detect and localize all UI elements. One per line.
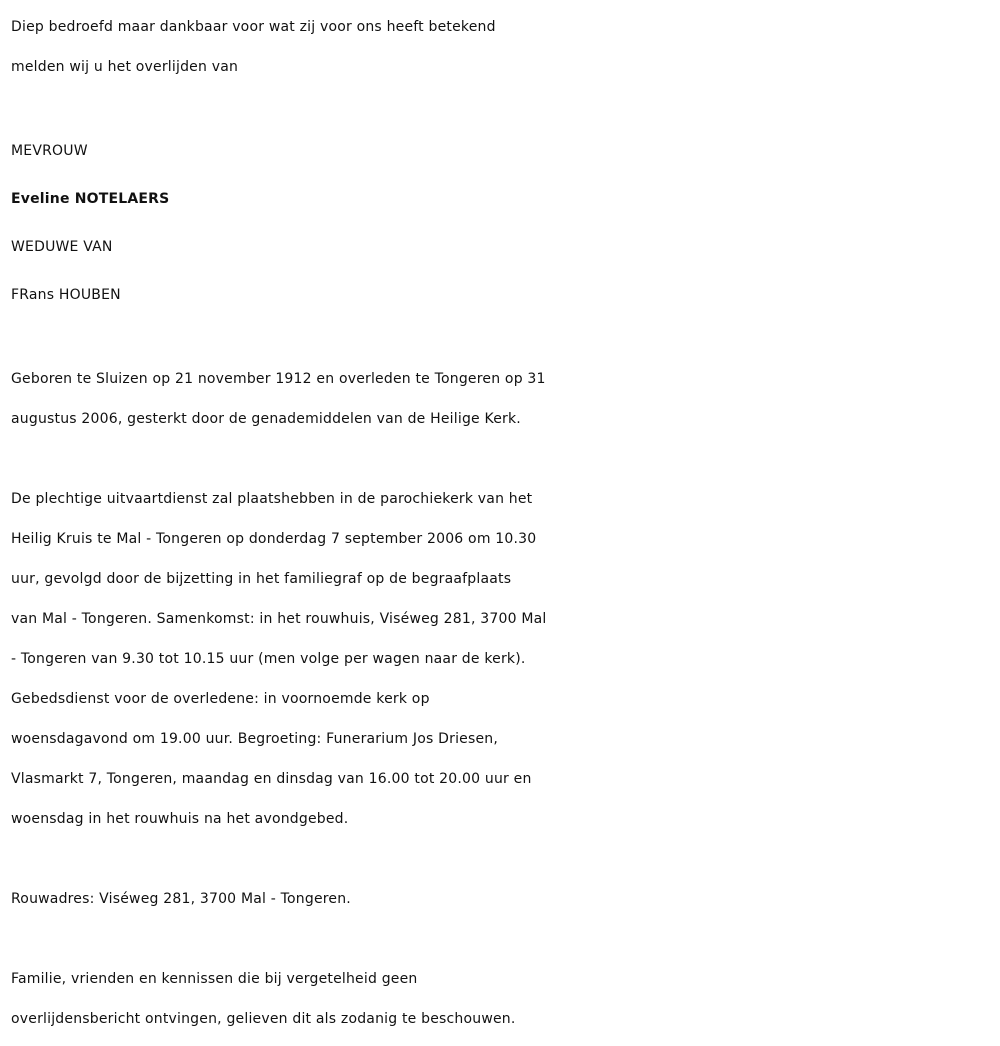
closing-line: overlijdensbericht ontvingen, gelieven dit als zodanig te beschouwen. — [11, 1011, 516, 1027]
birth-death-line: augustus 2006, gesterkt door de genademiddelen van de Heilige Kerk. — [11, 411, 521, 427]
closing-line: Familie, vrienden en kennissen die bij vergetelheid geen — [11, 971, 418, 987]
deceased-relation: WEDUWE VAN — [11, 239, 113, 255]
deceased-title: MEVROUW — [11, 143, 88, 159]
intro-line: Diep bedroefd maar dankbaar voor wat zij voor ons heeft betekend — [11, 19, 496, 35]
service-line: Heilig Kruis te Mal - Tongeren op donderdag 7 september 2006 om 10.30 — [11, 531, 537, 547]
service-line: uur, gevolgd door de bijzetting in het familiegraf op de begraafplaats — [11, 571, 512, 587]
address-paragraph — [11, 879, 991, 919]
spacer — [11, 319, 991, 359]
obituary-document — [11, 7, 991, 1039]
spacer — [11, 87, 991, 127]
mourning-address: Rouwadres: Viséweg 281, 3700 Mal - Tongeren. — [11, 891, 351, 907]
service-line: De plechtige uitvaartdienst zal plaatshebben in de parochiekerk van het — [11, 491, 533, 507]
service-line: Vlasmarkt 7, Tongeren, maandag en dinsdag van 16.00 tot 20.00 uur en — [11, 771, 532, 787]
closing-paragraph — [11, 959, 991, 1039]
service-paragraph — [11, 479, 991, 839]
service-line: woensdagavond om 19.00 uur. Begroeting: Funerarium Jos Driesen, — [11, 731, 499, 747]
service-line: van Mal - Tongeren. Samenkomst: in het rouwhuis, Viséweg 281, 3700 Mal — [11, 611, 547, 627]
intro-line: melden wij u het overlijden van — [11, 59, 239, 75]
spacer — [11, 839, 991, 879]
intro-paragraph — [11, 7, 991, 87]
spacer — [11, 439, 991, 479]
service-line: woensdag in het rouwhuis na het avondgebed. — [11, 811, 349, 827]
service-line: - Tongeren van 9.30 tot 10.15 uur (men volge per wagen naar de kerk). — [11, 651, 526, 667]
deceased-block — [11, 127, 991, 319]
spouse-name: FRans HOUBEN — [11, 287, 121, 303]
service-line: Gebedsdienst voor de overledene: in voornoemde kerk op — [11, 691, 430, 707]
birth-death-paragraph — [11, 359, 991, 439]
birth-death-line: Geboren te Sluizen op 21 november 1912 en overleden te Tongeren op 31 — [11, 371, 546, 387]
spacer — [11, 919, 991, 959]
deceased-name: Eveline NOTELAERS — [11, 191, 170, 207]
